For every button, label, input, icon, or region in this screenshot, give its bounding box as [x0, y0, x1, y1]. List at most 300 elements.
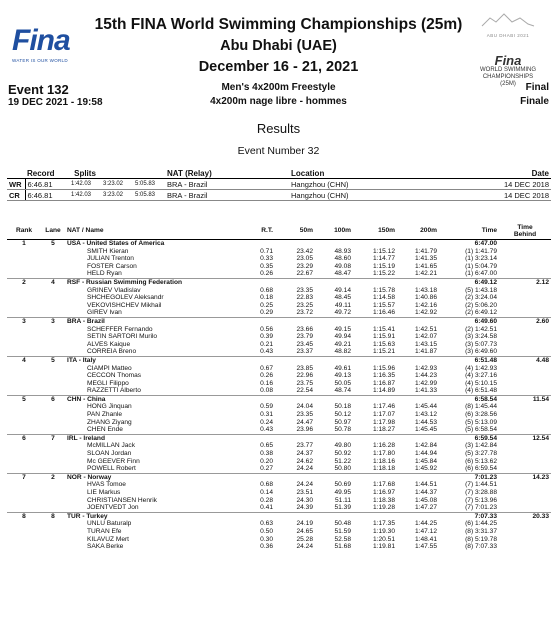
swimmer-200m: 1:44.53 [415, 418, 437, 426]
swimmer-name: KILAVUZ Mert [87, 535, 130, 543]
swimmer-100m: 51.11 [334, 496, 351, 504]
swimmer-row [7, 450, 551, 458]
swimmer-blank [7, 341, 41, 349]
swimmer-row [7, 372, 551, 380]
swimmer-row [7, 326, 551, 334]
swimmer-200m: 1:42.16 [415, 301, 437, 309]
team-blank [235, 473, 275, 481]
swimmer-rt: 0.68 [260, 286, 273, 294]
swimmer-split: (3) 6:49.60 [465, 348, 497, 356]
swimmer-100m: 50.92 [334, 450, 351, 458]
swimmer-blank [7, 302, 41, 310]
swimmer-split: (5) 3:27.78 [465, 450, 497, 458]
swimmer-blank [499, 458, 551, 466]
swimmer-blank [7, 504, 41, 512]
swimmer-blank [499, 248, 551, 256]
championship-logo [468, 12, 548, 88]
swimmer-rt: 0.35 [260, 262, 273, 270]
swimmer-name: SAKA Berke [87, 543, 124, 551]
swimmer-rt: 0.31 [260, 411, 273, 419]
swimmer-blank [41, 528, 65, 536]
swimmer-blank [499, 520, 551, 528]
swimmer-blank [499, 543, 551, 551]
swimmer-100m: 48.74 [334, 387, 351, 395]
swimmer-50m: 23.72 [296, 309, 313, 317]
records-header-blank2 [101, 168, 133, 179]
swimmer-blank [499, 294, 551, 302]
swimmer-row [7, 411, 551, 419]
team-name: NOR - Norway [65, 473, 235, 481]
team-lane: 5 [41, 356, 65, 364]
championship-logo-name: Fina [494, 53, 522, 68]
team-behind: 20.33 [499, 512, 551, 520]
swimmer-blank [41, 536, 65, 544]
team-blank [353, 395, 397, 403]
swimmer-rt: 0.41 [260, 504, 273, 512]
swimmer-200m: 1:42.84 [415, 442, 437, 450]
swimmer-50m: 23.77 [296, 442, 313, 450]
swimmer-150m: 1:16.35 [373, 372, 395, 380]
championship-location: Abu Dhabi (UAE) [220, 38, 337, 54]
swimmer-100m: 49.13 [334, 372, 351, 380]
swimmer-name: JOENTVEDT Jon [87, 504, 139, 512]
swimmer-100m: 49.08 [334, 262, 351, 270]
swimmer-200m: 1:41.87 [415, 348, 437, 356]
swimmer-rt: 0.33 [260, 255, 273, 263]
swimmer-blank [499, 365, 551, 373]
swimmer-blank [7, 536, 41, 544]
swimmer-blank [41, 442, 65, 450]
swimmer-row [7, 481, 551, 489]
swimmer-blank [41, 411, 65, 419]
swimmer-split: (7) 7:01.23 [465, 504, 497, 512]
swimmer-name: SLOAN Jordan [87, 450, 132, 458]
swimmer-blank [7, 426, 41, 434]
swimmer-rt: 0.68 [260, 481, 273, 489]
swimmer-blank [7, 528, 41, 536]
swimmer-200m: 1:44.25 [415, 520, 437, 528]
swimmer-row [7, 465, 551, 473]
swimmer-150m: 1:15.91 [373, 333, 395, 341]
swimmer-50m: 22.67 [296, 270, 313, 278]
swimmer-blank [7, 403, 41, 411]
swimmer-50m: 24.24 [296, 465, 313, 473]
swimmer-rt: 0.56 [260, 325, 273, 333]
swimmer-100m: 50.78 [334, 426, 351, 434]
swimmer-blank [499, 504, 551, 512]
team-name: BRA - Brazil [65, 317, 235, 325]
swimmer-blank [7, 520, 41, 528]
swimmer-200m: 1:47.12 [415, 527, 437, 535]
team-time: 7:07.33 [439, 512, 499, 520]
swimmer-blank [499, 270, 551, 278]
swimmer-150m: 1:18.27 [373, 426, 395, 434]
team-blank [353, 473, 397, 481]
header-time: Time [439, 222, 499, 240]
swimmer-rt: 0.21 [260, 340, 273, 348]
team-blank [397, 240, 439, 248]
swimmer-blank [499, 528, 551, 536]
swimmer-blank [41, 403, 65, 411]
swimmer-50m: 23.51 [296, 489, 313, 496]
swimmer-row [7, 380, 551, 388]
record-location: Hangzhou (CHN) [289, 190, 463, 201]
team-time: 6:49.12 [439, 278, 499, 286]
swimmer-split: (6) 3:28.56 [465, 411, 497, 419]
swimmer-200m: 1:44.23 [415, 372, 437, 380]
swimmer-blank [41, 372, 65, 380]
swimmer-150m: 1:15.96 [373, 364, 395, 372]
swimmer-blank [499, 497, 551, 505]
swimmer-200m: 1:43.12 [415, 411, 437, 419]
swimmer-50m: 24.24 [296, 543, 313, 551]
header-nat: NAT / Name [65, 222, 235, 240]
swimmer-blank [41, 543, 65, 551]
swimmer-100m: 49.95 [334, 489, 351, 496]
swimmer-row [7, 442, 551, 450]
team-name: CHN - China [65, 395, 235, 403]
team-blank [397, 512, 439, 520]
swimmer-200m: 1:44.94 [415, 450, 437, 458]
team-row [7, 317, 551, 325]
swimmer-name: CHEN Ende [87, 426, 123, 434]
swimmer-row [7, 528, 551, 536]
swimmer-150m: 1:15.41 [373, 325, 395, 333]
swimmer-blank [499, 333, 551, 341]
header-time-behind-1: Time [517, 223, 533, 231]
swimmer-200m: 1:45.08 [415, 496, 437, 504]
team-blank [235, 395, 275, 403]
swimmer-150m: 1:15.12 [373, 247, 395, 255]
header-50m: 50m [275, 222, 315, 240]
header-200m: 200m [397, 222, 439, 240]
team-name: RSF - Russian Swimming Federation [65, 278, 235, 286]
swimmer-rt: 0.38 [260, 450, 273, 458]
swimmer-blank [7, 333, 41, 341]
swimmer-blank [499, 419, 551, 427]
team-row [7, 473, 551, 481]
swimmer-blank [7, 489, 41, 497]
championship-logo-line2: CHAMPIONSHIPS [482, 74, 534, 80]
swimmer-50m: 24.24 [296, 481, 313, 489]
swimmer-blank [41, 504, 65, 512]
team-blank [235, 317, 275, 325]
swimmer-name: HELD Ryan [87, 270, 122, 278]
swimmer-name: SETIN SARTORI Murilo [87, 333, 158, 341]
event-number: Event 132 [8, 82, 69, 97]
swimmer-blank [7, 255, 41, 263]
swimmer-row [7, 543, 551, 551]
swimmer-blank [499, 411, 551, 419]
swimmer-name: FOSTER Carson [87, 262, 137, 270]
swimmer-50m: 23.79 [296, 333, 313, 341]
swimmer-blank [499, 348, 551, 356]
record-nat: BRA - Brazil [165, 179, 289, 190]
team-row [7, 278, 551, 286]
swimmer-split: (5) 6:58.54 [465, 426, 497, 434]
swimmer-50m: 24.62 [296, 457, 313, 465]
record-date: 14 DEC 2018 [463, 179, 551, 190]
swimmer-150m: 1:19.81 [373, 543, 395, 551]
swimmer-200m: 1:45.84 [415, 457, 437, 465]
team-blank [353, 240, 397, 248]
swimmer-rt: 0.39 [260, 333, 273, 341]
swimmer-split: (3) 5:07.73 [465, 340, 497, 348]
swimmer-row [7, 302, 551, 310]
swimmer-split: (4) 1:42.93 [465, 364, 497, 372]
team-blank [275, 473, 315, 481]
team-row [7, 356, 551, 364]
swimmer-row [7, 341, 551, 349]
swimmer-name: CECCON Thomas [87, 372, 142, 380]
team-blank [353, 356, 397, 364]
swimmer-row [7, 270, 551, 278]
swimmer-blank [7, 442, 41, 450]
team-blank [275, 395, 315, 403]
swimmer-row [7, 248, 551, 256]
swimmer-50m: 24.30 [296, 496, 313, 504]
swimmer-100m: 48.82 [334, 348, 351, 356]
championship-logo-top: ABU DHABI 2021 [486, 33, 530, 38]
swimmer-blank [7, 248, 41, 256]
swimmer-blank [41, 497, 65, 505]
swimmer-name: CORREIA Breno [87, 348, 137, 356]
championship-dates: December 16 - 21, 2021 [198, 59, 359, 75]
swimmer-100m: 48.47 [334, 270, 351, 278]
results-title: Results [256, 121, 301, 136]
record-time: 6:46.81 [25, 179, 69, 190]
swimmer-row [7, 387, 551, 395]
team-behind: 14.23 [499, 473, 551, 481]
swimmer-blank [499, 309, 551, 317]
swimmer-50m: 22.54 [296, 387, 313, 395]
swimmer-50m: 23.35 [296, 411, 313, 419]
team-blank [397, 434, 439, 442]
swimmer-split: (6) 1:44.25 [465, 520, 497, 528]
team-behind: 4.48 [499, 356, 551, 364]
championship-logo-line3: (25M) [500, 81, 516, 87]
swimmer-150m: 1:17.68 [373, 481, 395, 489]
team-row [7, 512, 551, 520]
team-blank [275, 317, 315, 325]
header-time-behind-2: Behind [513, 230, 537, 238]
team-lane: 2 [41, 473, 65, 481]
swimmer-100m: 49.61 [334, 364, 351, 372]
swimmer-150m: 1:17.46 [373, 403, 395, 411]
swimmer-split: (1) 5:04.79 [465, 262, 497, 270]
swimmer-blank [41, 263, 65, 271]
swimmer-split: (8) 1:45.44 [465, 403, 497, 411]
swimmer-100m: 50.69 [334, 481, 351, 489]
swimmer-name: GRINEV Vladislav [87, 286, 141, 294]
team-lane: 3 [41, 317, 65, 325]
fina-logo-tagline: WATER IS OUR WORLD [12, 58, 68, 63]
swimmer-150m: 1:15.22 [373, 270, 395, 278]
swimmer-100m: 48.60 [334, 255, 351, 263]
records-table [7, 168, 551, 201]
record-split: 3:23.02 [101, 190, 133, 201]
swimmer-100m: 51.22 [334, 457, 351, 465]
team-rank: 6 [7, 434, 41, 442]
team-name: TUR - Turkey [65, 512, 235, 520]
team-lane: 8 [41, 512, 65, 520]
swimmer-name: JULIAN Trenton [87, 255, 134, 263]
swimmer-name: SHCHEGOLEV Aleksandr [87, 294, 164, 302]
swimmer-name: POWELL Robert [87, 465, 136, 473]
swimmer-row [7, 536, 551, 544]
record-location: Hangzhou (CHN) [289, 179, 463, 190]
swimmer-split: (3) 1:42.84 [465, 442, 497, 450]
swimmer-name: RAZZETTI Alberto [87, 387, 141, 395]
team-behind: 2.60 [499, 317, 551, 325]
swimmer-blank [41, 520, 65, 528]
record-split: 3:23.02 [101, 179, 133, 190]
records-header-blank3 [133, 168, 165, 179]
swimmer-split: (1) 3:23.14 [465, 255, 497, 263]
swimmer-split: (7) 3:28.88 [465, 489, 497, 496]
swimmer-rt: 0.63 [260, 520, 273, 528]
swimmer-100m: 49.15 [334, 325, 351, 333]
phase-en: Final [525, 82, 549, 93]
swimmer-row [7, 263, 551, 271]
swimmer-200m: 1:41.65 [415, 262, 437, 270]
swimmer-name: CIAMPI Matteo [87, 364, 132, 372]
swimmer-rt: 0.27 [260, 465, 273, 473]
swimmer-row [7, 419, 551, 427]
swimmer-blank [7, 419, 41, 427]
swimmer-200m: 1:42.21 [415, 270, 437, 278]
swimmer-150m: 1:17.98 [373, 418, 395, 426]
swimmer-blank [499, 481, 551, 489]
team-row [7, 395, 551, 403]
swimmer-50m: 23.96 [296, 426, 313, 434]
swimmer-blank [7, 348, 41, 356]
swimmer-rt: 0.59 [260, 403, 273, 411]
swimmer-split: (2) 5:06.20 [465, 301, 497, 309]
swimmer-row [7, 403, 551, 411]
swimmer-rt: 0.71 [260, 247, 273, 255]
event-number-line: Event Number 32 [237, 145, 320, 157]
swimmer-split: (4) 3:27.16 [465, 372, 497, 380]
swimmer-blank [7, 387, 41, 395]
team-lane: 4 [41, 278, 65, 286]
team-lane: 5 [51, 240, 55, 247]
swimmer-200m: 1:41.35 [415, 255, 437, 263]
swimmer-blank [7, 497, 41, 505]
team-row [7, 434, 551, 442]
swimmer-row [7, 504, 551, 512]
swimmer-50m: 23.37 [296, 348, 313, 356]
team-blank [353, 278, 397, 286]
swimmer-name: SMITH Kieran [87, 247, 129, 255]
team-behind [499, 240, 551, 248]
swimmer-50m: 24.19 [296, 520, 313, 528]
swimmer-blank [499, 442, 551, 450]
team-name: IRL - Ireland [65, 434, 235, 442]
swimmer-name: Mc GEEVER Finn [87, 457, 140, 465]
swimmer-blank [7, 372, 41, 380]
swimmer-blank [499, 263, 551, 271]
swimmer-rt: 0.14 [260, 489, 273, 496]
team-time: 7:01.23 [439, 473, 499, 481]
team-blank [315, 512, 353, 520]
header-lane: Lane [41, 222, 65, 240]
team-row [7, 240, 551, 248]
swimmer-blank [41, 426, 65, 434]
swimmer-blank [41, 348, 65, 356]
swimmer-blank [41, 255, 65, 263]
team-name: USA - United States of America [67, 240, 165, 247]
team-blank [315, 473, 353, 481]
swimmer-50m: 22.96 [296, 372, 313, 380]
swimmer-100m: 48.45 [334, 294, 351, 302]
swimmer-blank [41, 481, 65, 489]
swimmer-150m: 1:14.58 [373, 294, 395, 302]
swimmer-200m: 1:42.92 [415, 309, 437, 317]
swimmer-blank [41, 302, 65, 310]
swimmer-blank [41, 287, 65, 295]
record-date: 14 DEC 2018 [463, 190, 551, 201]
record-code: CR [7, 190, 25, 201]
swimmer-50m: 23.42 [296, 247, 313, 255]
swimmer-blank [499, 326, 551, 334]
swimmer-blank [41, 294, 65, 302]
phase-fr: Finale [520, 96, 549, 107]
swimmer-blank [41, 326, 65, 334]
swimmer-150m: 1:15.78 [373, 286, 395, 294]
swimmer-150m: 1:16.87 [373, 379, 395, 387]
swimmer-200m: 1:47.55 [415, 543, 437, 551]
swimmer-blank [7, 465, 41, 473]
swimmer-blank [499, 489, 551, 497]
swimmer-150m: 1:14.77 [373, 255, 395, 263]
swimmer-100m: 51.59 [334, 527, 351, 535]
swimmer-name: PAN Zhanle [87, 411, 123, 419]
swimmer-blank [7, 458, 41, 466]
swimmer-blank [41, 248, 65, 256]
team-blank [235, 434, 275, 442]
swimmer-100m: 50.48 [334, 520, 351, 528]
swimmer-name: HVAS Tomoe [87, 481, 126, 489]
swimmer-blank [499, 341, 551, 349]
skyline-icon [478, 12, 538, 28]
team-blank [315, 317, 353, 325]
team-blank [275, 356, 315, 364]
swimmer-blank [7, 309, 41, 317]
team-time: 6:58.54 [439, 395, 499, 403]
swimmer-100m: 50.12 [334, 411, 351, 419]
swimmer-split: (5) 1:43.18 [465, 286, 497, 294]
swimmer-blank [499, 372, 551, 380]
swimmer-200m: 1:42.99 [415, 379, 437, 387]
swimmer-50m: 24.47 [296, 418, 313, 426]
swimmer-split: (8) 3:31.37 [465, 527, 497, 535]
team-blank [353, 317, 397, 325]
swimmer-blank [7, 450, 41, 458]
swimmer-blank [41, 419, 65, 427]
record-row [7, 179, 551, 190]
swimmer-150m: 1:15.21 [373, 348, 395, 356]
swimmer-split: (8) 5:19.78 [465, 535, 497, 543]
results-header [7, 222, 551, 240]
swimmer-split: (6) 5:13.62 [465, 457, 497, 465]
swimmer-200m: 1:48.41 [415, 535, 437, 543]
swimmer-200m: 1:40.86 [415, 294, 437, 302]
team-time: 6:49.60 [439, 317, 499, 325]
swimmer-150m: 1:15.19 [373, 262, 395, 270]
swimmer-blank [41, 387, 65, 395]
swimmer-100m: 49.72 [334, 309, 351, 317]
